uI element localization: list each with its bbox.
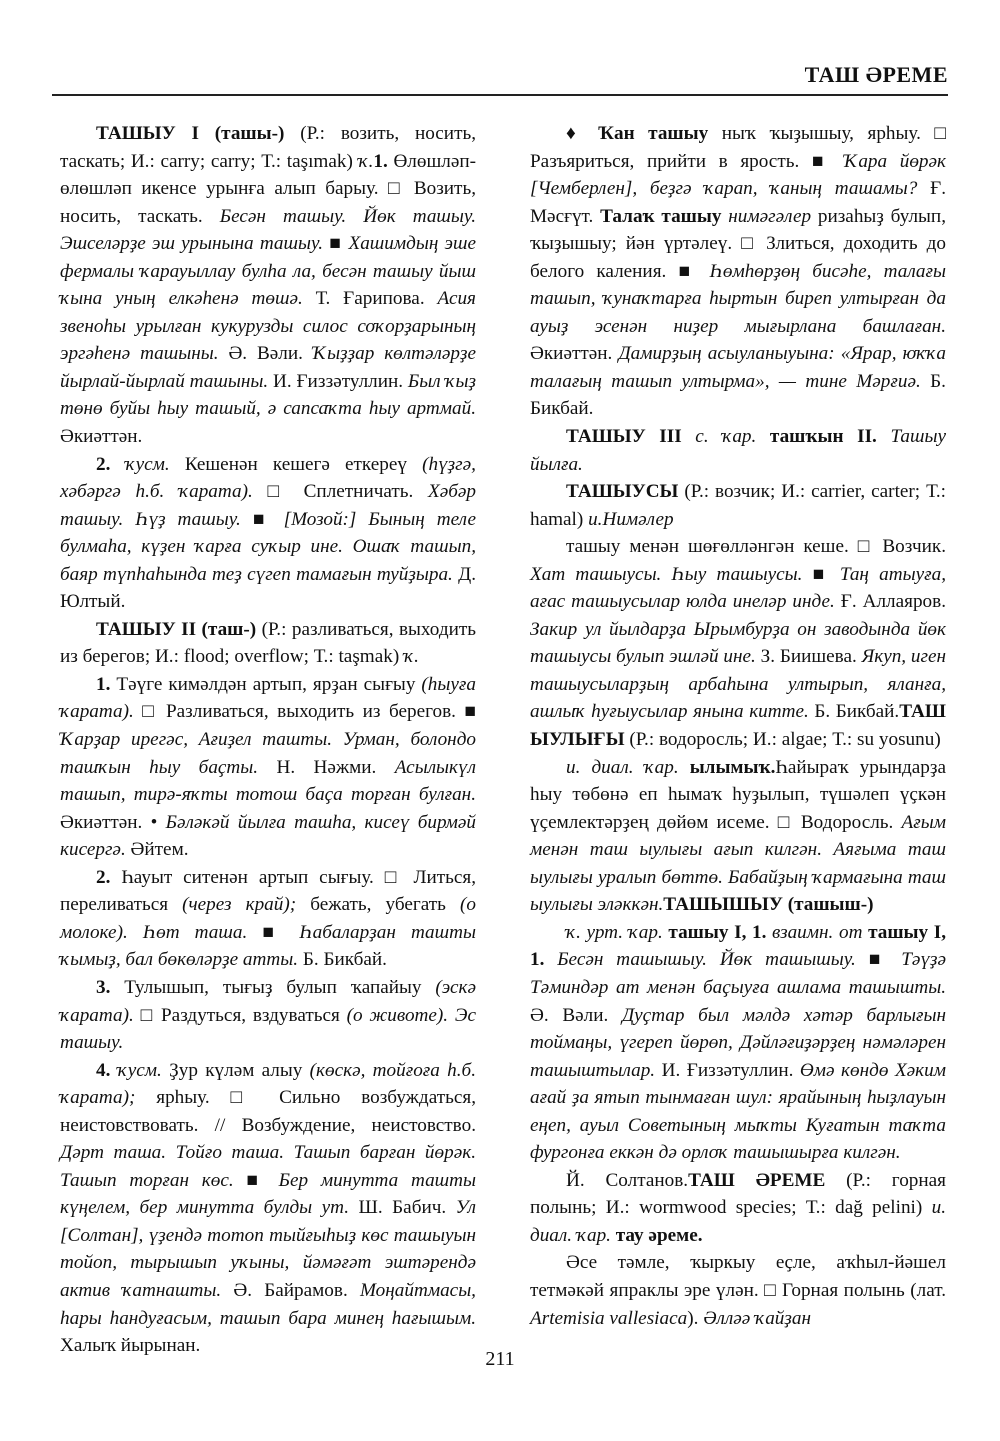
example-text: взаимн. от xyxy=(766,921,863,943)
headword: 2. xyxy=(96,453,111,475)
example-text: Ташыу йылға. xyxy=(530,426,947,475)
example-text: и. диал. ҡар. xyxy=(566,756,679,778)
example-text: Хәбәр ташыу. Һүҙ ташыу. ■ [Мозой:] Бының теле булмаһа, күҙен ҡарға суҡыр ине. Ошаҡ ташып, баяр түпһаһында теҙ сүгеп тамағын туйҙыра. xyxy=(60,481,476,585)
example-text: и. диал. ҡар. xyxy=(530,1197,946,1246)
example-text: Дамирҙың асыуланыуына: «Ярар, юҡҡа талағың ташып ултырма», — тине Мәрғиә. xyxy=(530,343,946,392)
example-text: Асылыкүл ташып, тирә-яҡты тотош баҫа торған булған. xyxy=(60,756,476,806)
example-text: Ағым менән таш ыулығы ағып килгән. Аяғыма таш ыулығы уралып бөттө. Бабайҙың ҡармағына таш ыулығы эләккән. xyxy=(530,811,946,916)
definition-text: Тулышып, тығыҙ булып ҡапайыу xyxy=(110,976,436,998)
example-text: Өмә көндө Хәким ағай ҙа ятып тынмаған шул: ярайының һыҙлауын еңеп, ауыл Советының мыҡты Куғатын таҡта фургонға еккән дә орлоҡ ташышырға килгән. xyxy=(530,1059,946,1164)
entry-paragraph xyxy=(60,864,476,974)
definition-text: Ә. Байрамов. xyxy=(221,1279,360,1301)
example-text: (эскә ҡарата). xyxy=(60,976,476,1026)
definition-text: Әйтем. xyxy=(125,839,189,861)
definition-text: (Р.: возить, носить, таскать; И.: carry; carry; Т.: taşımak) xyxy=(60,123,477,172)
definition-text: Б. Бикбай. xyxy=(530,370,946,420)
headword: ТАШЫШЫУ (ташыш-) xyxy=(663,894,874,916)
example-text: ҡ. урт. ҡар. xyxy=(566,921,663,943)
headword: ташыу I, 1. xyxy=(530,921,947,971)
example-text: Ул [Солтан], үҙендә тотоп тыйғыһыҙ көс ташыуын тойоп, тырышып уҡыны, йәмәғәт эштәрендә актив ҡатнашты. xyxy=(60,1197,476,1301)
definition-text: Ә. Вәли. xyxy=(218,343,313,365)
definition-text: (Р.: разливаться, выходить из берегов; И.: flood; overflow; Т.: taşmak) xyxy=(60,618,476,668)
definition-text: Өлөшләп-өлөшләп икенсе урынға алып барыу. □ Возить, носить, таскать. xyxy=(60,150,476,227)
example-text: Якуп, иген ташыусыларҙың арбаһына ултырып, яланға, ашлыҡ һуғыусылар янына китте. xyxy=(530,646,947,723)
definition-text: ярһыу. □ Сильно возбуждаться, неистовствовать. // Возбуждение, неистовство. xyxy=(60,1087,476,1136)
example-text: Хат ташыусы. Һыу ташыусы. ■ Таң атыуға, ағас ташыусылар юлда инеләр инде. xyxy=(530,563,946,613)
definition-text xyxy=(756,426,770,447)
entry-paragraph xyxy=(60,974,476,1057)
definition-text: ташыу менән шөғөлләнгән кеше. □ Возчик. xyxy=(566,536,946,558)
definition-text: Әкиәттән. xyxy=(60,426,143,448)
headword: ташҡын II. xyxy=(769,426,877,448)
entry-paragraph xyxy=(530,423,946,478)
definition-text: Н. Нәжми. xyxy=(258,756,395,778)
running-header xyxy=(52,62,948,96)
definition-text: И. Ғиззәтуллин. xyxy=(268,370,408,392)
example-text: ҡусм. xyxy=(110,453,170,475)
headword: 1. xyxy=(373,150,388,172)
example-text: Дәрт таша. Тойғо таша. Ташып барған йөрәк. Ташып торған көс. ■ Бер минутта ташты күңелем, бер минутта булды ут. xyxy=(60,1142,476,1219)
definition-text: Б. Бикбай. xyxy=(808,701,900,723)
definition-text: Халыҡ йырынан. xyxy=(60,1335,201,1357)
definition-text: Һауыт ситенән артып сығыу. □ Литься, переливаться xyxy=(60,866,476,916)
definition-text: Т. Ғарипова. xyxy=(302,288,438,310)
definition-text: ризаһыҙ булып, ҡыҙышыу; йән үртәлеү. □ Злиться, доходить до белого каления. ■ xyxy=(530,205,946,282)
example-text: Artemisia vallesiaca xyxy=(530,1307,688,1329)
entry-paragraph xyxy=(530,1249,946,1332)
example-text: Закир ул йылдарҙа Ырымбурҙа он заводында йөк ташыусы булып эшләй ине. xyxy=(530,618,946,668)
entry-paragraph xyxy=(530,120,946,423)
headword: ТАШЫУ I (ташы-) xyxy=(96,123,285,144)
definition-text: Әкиәттән. xyxy=(530,343,619,365)
definition-text: бежать, убегать xyxy=(296,894,460,916)
entry-paragraph xyxy=(60,451,476,616)
headword: Талаҡ ташыу xyxy=(600,205,722,227)
example-text: (көскә, тойғоға һ.б. ҡарата); xyxy=(60,1059,476,1109)
example-text: Ҡыҙҙар көлтәләрҙе йырлай-йырлай ташыны. xyxy=(60,343,476,392)
example-text: нимәгәлер xyxy=(721,205,812,227)
definition-text: □ Раздуться, вздуваться xyxy=(133,1004,347,1026)
definition-text: И. Ғиззәтуллин. xyxy=(655,1059,800,1081)
headword: ТАШ ӘРЕМЕ xyxy=(688,1169,826,1191)
entry-paragraph xyxy=(530,533,946,753)
definition-text: (Р.: возчик; И.: carrier, carter; Т.: hamal) xyxy=(530,481,946,530)
headword: 4. xyxy=(96,1059,111,1081)
entry-paragraph xyxy=(60,671,476,864)
headword: ТАШЫУ III xyxy=(566,426,682,448)
example-text: (о молоке). Һөт таша. ■ Һабаларҙан ташты ҡымыҙ, бал бөкөләрҙе атты. xyxy=(60,894,476,971)
entry-paragraph xyxy=(530,478,946,533)
example-text: Һөмһөрҙөң бисәһе, талағы ташып, ҡунаҡтарға һыртын биреп ултырған да ауыҙ эсенән ниҙер мығырлана башлаған. xyxy=(530,260,946,337)
headword: 1. xyxy=(96,673,111,695)
example-text: Ҡарҙар ирегәс, Ағиҙел ташты. Урман, болондо ташҡын һыу баҫты. xyxy=(60,729,476,778)
headword: 3. xyxy=(96,976,111,998)
entry-paragraph xyxy=(60,1057,476,1360)
definition-text: Әсе тәмле, ҡыркыу еҫле, аҡһыл-йәшел тетмәкәй япраклы эре үлән. □ Горная полынь (лат. xyxy=(530,1252,946,1301)
example-text: Асия звеноһы урылған кукурузды силос соҡорҙарының эргәһенә ташыны. xyxy=(60,288,476,365)
definition-text: □ Разливаться, выходить из берегов. ■ xyxy=(133,701,476,723)
definition-text: □ Сплетничать. xyxy=(252,481,428,503)
example-text: Дуҫтар был мәлдә хәтәр барлығын тоймаңы, үгереп йөрөп, Дәйләғиҙәрҙең нәмәләрен ташыштылар. xyxy=(530,1004,946,1081)
right-column xyxy=(530,120,946,1332)
definition-text: Һайыраҡ урындарҙа һыу төбөнә еп һымаҡ һуҙылып, түшәлеп үҫкән үҫемлектәрҙең дөйөм исеме. □ Водоросль. xyxy=(530,756,946,833)
headword: ТАШЫУ II (таш-) xyxy=(96,618,257,640)
definition-text: Тәүге кимәлдән артып, ярҙан сығыу xyxy=(110,673,422,695)
example-text: Әлләә ҡайҙан xyxy=(703,1307,811,1329)
example-text: ҡусм. xyxy=(110,1059,162,1081)
definition-text: Әкиәттән. • xyxy=(60,811,166,833)
example-text: Моңайтмасы, һары һандуғасым, ташып бара минең һағышым. xyxy=(60,1279,476,1329)
left-column xyxy=(60,120,476,1360)
definition-text: Ә. Вәли. xyxy=(530,1004,622,1026)
definition-text: (Р.: водоросль; И.: algae; Т.: su yosunu) xyxy=(624,729,941,751)
entry-paragraph xyxy=(530,919,946,1167)
definition-text: Й. Солтанов. xyxy=(566,1169,689,1191)
headword: ылымыҡ. xyxy=(678,756,776,778)
example-text: Нимәлер xyxy=(602,508,674,530)
entry-paragraph xyxy=(530,754,946,919)
example-text: ҡ. xyxy=(358,150,374,172)
definition-text: (Р.: горная полынь; И.: wormwood species; Т.: dağ pelini) xyxy=(530,1169,946,1219)
definition-text: Ғ. Аллаяров. xyxy=(834,591,946,613)
example-text: Бесән ташышыу. Йөк ташышыу. ■ Тәүҙә Тәминдәр ат менән баҫыуға ашлама ташышты. xyxy=(530,949,946,998)
page-number: 211 xyxy=(485,1348,515,1370)
headword: Ҡан ташыу xyxy=(598,123,709,144)
definition-text: ). xyxy=(687,1307,704,1329)
entry-paragraph xyxy=(60,616,476,671)
definition-text: ныҡ ҡыҙышыу, ярһыу. □ Разъяриться, прийти в ярость. ■ xyxy=(530,123,947,172)
entry-paragraph xyxy=(60,120,476,451)
definition-text: ♦ xyxy=(566,123,599,144)
example-text: (через край); xyxy=(182,894,297,916)
headword: ташыу I, 1. xyxy=(662,921,767,943)
header-title: ТАШ ӘРЕМЕ xyxy=(804,62,948,87)
definition-text: З. Биишева. xyxy=(755,646,862,668)
example-text: Бесән ташыу. Йөк ташыу. Эшселәрҙе эш урынына ташыу. ■ Хашимдың эше фермалы ҡарауыллау булһа ла, бесән ташыу йыш ҡына уның елкәһенә төшә. xyxy=(60,205,476,310)
headword: ТАШ ЫУЛЫҒЫ xyxy=(530,701,946,751)
definition-text: Д. Юлтый. xyxy=(60,563,477,613)
definition-text: Ҙур күләм алыу xyxy=(161,1059,310,1081)
example-text: (о животе). Эс ташыу. xyxy=(60,1004,476,1054)
headword: тау әреме. xyxy=(610,1224,703,1246)
example-text: с. ҡар. xyxy=(681,426,757,448)
example-text: Был ҡыҙ төнө буйы һыу ташый, ә сапсаҡта һыу артмай. xyxy=(60,370,477,420)
example-text: Бәләкәй йылға ташһа, кисеү бирмәй кисергә. xyxy=(60,811,476,861)
headword: 2. xyxy=(96,866,111,888)
definition-text: Б. Бикбай. xyxy=(298,949,387,971)
example-text: (һүҙгә, хәбәргә һ.б. ҡарата). xyxy=(60,453,476,503)
definition-text: Кешенән кешегә еткереү xyxy=(169,453,423,475)
headword: ТАШЫУСЫ xyxy=(566,481,679,503)
entry-paragraph xyxy=(530,1167,946,1250)
definition-text: Ғ. Мәсғүт. xyxy=(530,178,946,227)
example-text: ҡ. xyxy=(404,646,419,668)
example-text: (һыуға ҡарата). xyxy=(60,673,476,723)
definition-text: Ш. Бабич. xyxy=(349,1197,456,1219)
example-text: Ҡара йөрәк [Чемберлен], беҙгә ҡарап, ҡаның ташамы? xyxy=(530,150,947,200)
example-text: и. xyxy=(588,508,603,530)
